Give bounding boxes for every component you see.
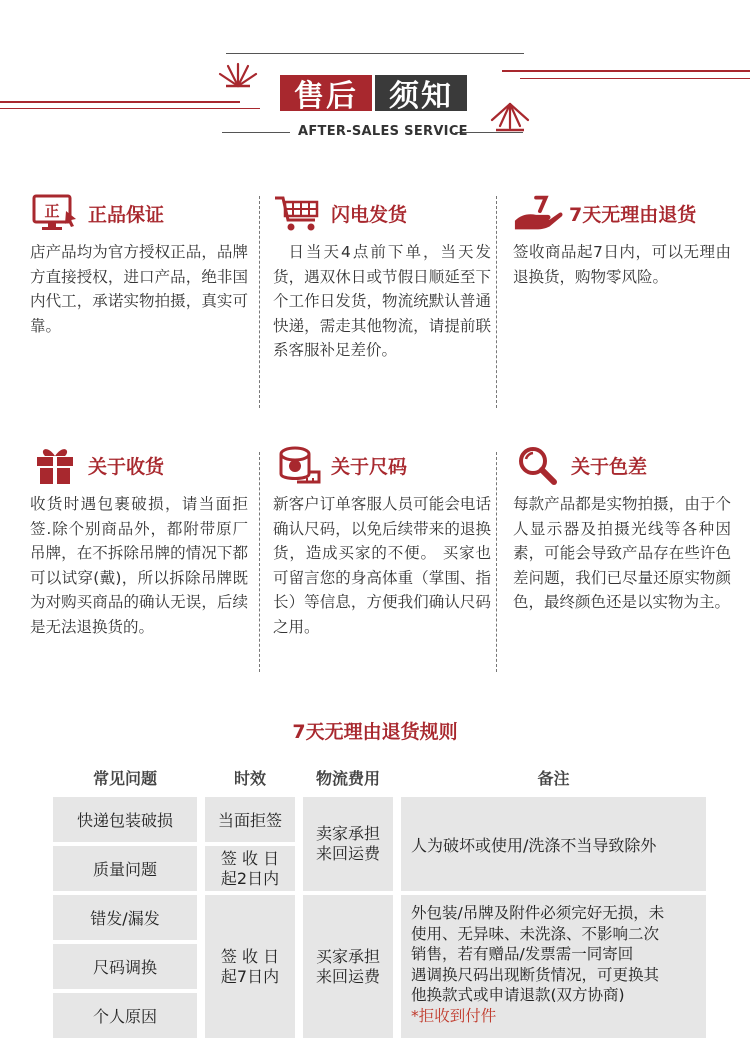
table-header: 物流费用 bbox=[315, 769, 380, 788]
table-header: 常见问题 bbox=[92, 769, 157, 788]
shopping-cart-icon bbox=[273, 192, 323, 234]
fan-ornament-icon bbox=[488, 100, 532, 134]
feature-title: 关于色差 bbox=[571, 455, 648, 478]
table-cell-issue: 个人原因 bbox=[53, 993, 197, 1038]
feature-receiving bbox=[30, 444, 248, 639]
feature-text: 每款产品都是实物拍摄，由于个人显示器及拍摄光线等各种因素，可能会导致产品存在些许色差问题，我们已尽量还原实物颜色，最终颜色还是以实物为主。 bbox=[513, 495, 731, 611]
header-line-right-2 bbox=[520, 78, 750, 79]
table-header: 时效 bbox=[233, 769, 266, 788]
feature-title: 7天无理由退货 bbox=[569, 203, 697, 226]
note-line: 使用、无异味、未洗涤、不影响二次 bbox=[411, 924, 660, 943]
divider bbox=[496, 196, 497, 408]
table-cell-fee: 买家承担 来回运费 bbox=[303, 895, 393, 1038]
header-line-top bbox=[226, 53, 524, 54]
note-warning: *拒收到付件 bbox=[411, 1006, 497, 1025]
note-line: 他换款式或申请退款(双方协商) bbox=[411, 986, 625, 1004]
table-cell-fee: 卖家承担 来回运费 bbox=[303, 797, 393, 891]
table-cell-time: 签 收 日 起7日内 bbox=[205, 895, 295, 1038]
feature-text: 新客户订单客服人员可能会电话确认尺码，以免后续带来的退换货，造成买家的不便。 买家也可留言您的身高体重（掌围、指长）等信息，方便我们确认尺码之用。 bbox=[273, 495, 491, 636]
feature-color-difference bbox=[513, 444, 731, 615]
table-header: 备注 bbox=[537, 769, 570, 788]
feature-sizing bbox=[273, 444, 491, 639]
page-subtitle: AFTER-SALES SERVICE bbox=[298, 124, 468, 139]
page-title-part2: 须知 bbox=[375, 75, 467, 111]
table-cell-issue: 快递包装破损 bbox=[53, 797, 197, 842]
note-line: 外包装/吊牌及附件必须完好无损，未 bbox=[411, 904, 665, 922]
note-line: 销售，若有赠品/发票需一同寄回 bbox=[411, 945, 634, 963]
tape-measure-icon bbox=[273, 444, 323, 486]
divider bbox=[496, 452, 497, 672]
table-cell-time: 当面拒签 bbox=[205, 797, 295, 842]
header-line-left-1 bbox=[0, 101, 240, 103]
header-line-bottom-left bbox=[222, 132, 290, 133]
table-cell-time: 签 收 日 起2日内 bbox=[205, 846, 295, 891]
magnifier-icon bbox=[513, 444, 563, 486]
note-line: 遇调换尺码出现断货情况，可更换其 bbox=[411, 965, 660, 984]
monitor-zheng-icon bbox=[30, 192, 80, 234]
table-title: 7天无理由退货规则 bbox=[292, 721, 458, 743]
feature-title: 关于尺码 bbox=[331, 455, 408, 478]
feature-7day-return bbox=[513, 192, 731, 289]
table-cell-issue: 尺码调换 bbox=[53, 944, 197, 989]
fan-ornament-icon bbox=[216, 58, 260, 90]
feature-text: 店产品均为官方授权正品，品牌方直接授权，进口产品，绝非国内代工，承诺实物拍摄，真实可靠。 bbox=[30, 243, 248, 335]
table-cell-note: 人为破坏或使用/洗涤不当导致除外 bbox=[401, 797, 706, 891]
feature-title: 关于收货 bbox=[88, 455, 165, 478]
feature-title: 正品保证 bbox=[88, 203, 165, 226]
hand-7-icon bbox=[513, 192, 563, 234]
header-line-right-1 bbox=[502, 70, 750, 72]
feature-text: 日当天4点前下单，当天发货，遇双休日或节假日顺延至下个工作日发货，物流统默认普通快递，需走其他物流，请提前联系客服补足差价。 bbox=[273, 243, 491, 359]
table-cell-note bbox=[401, 895, 706, 1038]
feature-title: 闪电发货 bbox=[331, 203, 408, 226]
feature-fast-shipping bbox=[273, 192, 491, 363]
page-title-part1: 售后 bbox=[280, 75, 372, 111]
feature-text: 收货时遇包裹破损，请当面拒签.除个别商品外，都附带原厂吊牌，在不拆除吊牌的情况下都可以试穿(戴)，所以拆除吊牌既为对购买商品的确认无误，后续是无法退换货的。 bbox=[30, 495, 248, 636]
header-line-left-2 bbox=[0, 108, 260, 109]
divider bbox=[259, 452, 260, 672]
table-cell-issue: 错发/漏发 bbox=[53, 895, 197, 940]
feature-genuine bbox=[30, 192, 248, 338]
table-cell-issue: 质量问题 bbox=[53, 846, 197, 891]
feature-text: 签收商品起7日内，可以无理由退换货，购物零风险。 bbox=[513, 243, 731, 286]
divider bbox=[259, 196, 260, 408]
gift-icon bbox=[30, 444, 80, 486]
svg-text:正: 正 bbox=[44, 202, 60, 220]
